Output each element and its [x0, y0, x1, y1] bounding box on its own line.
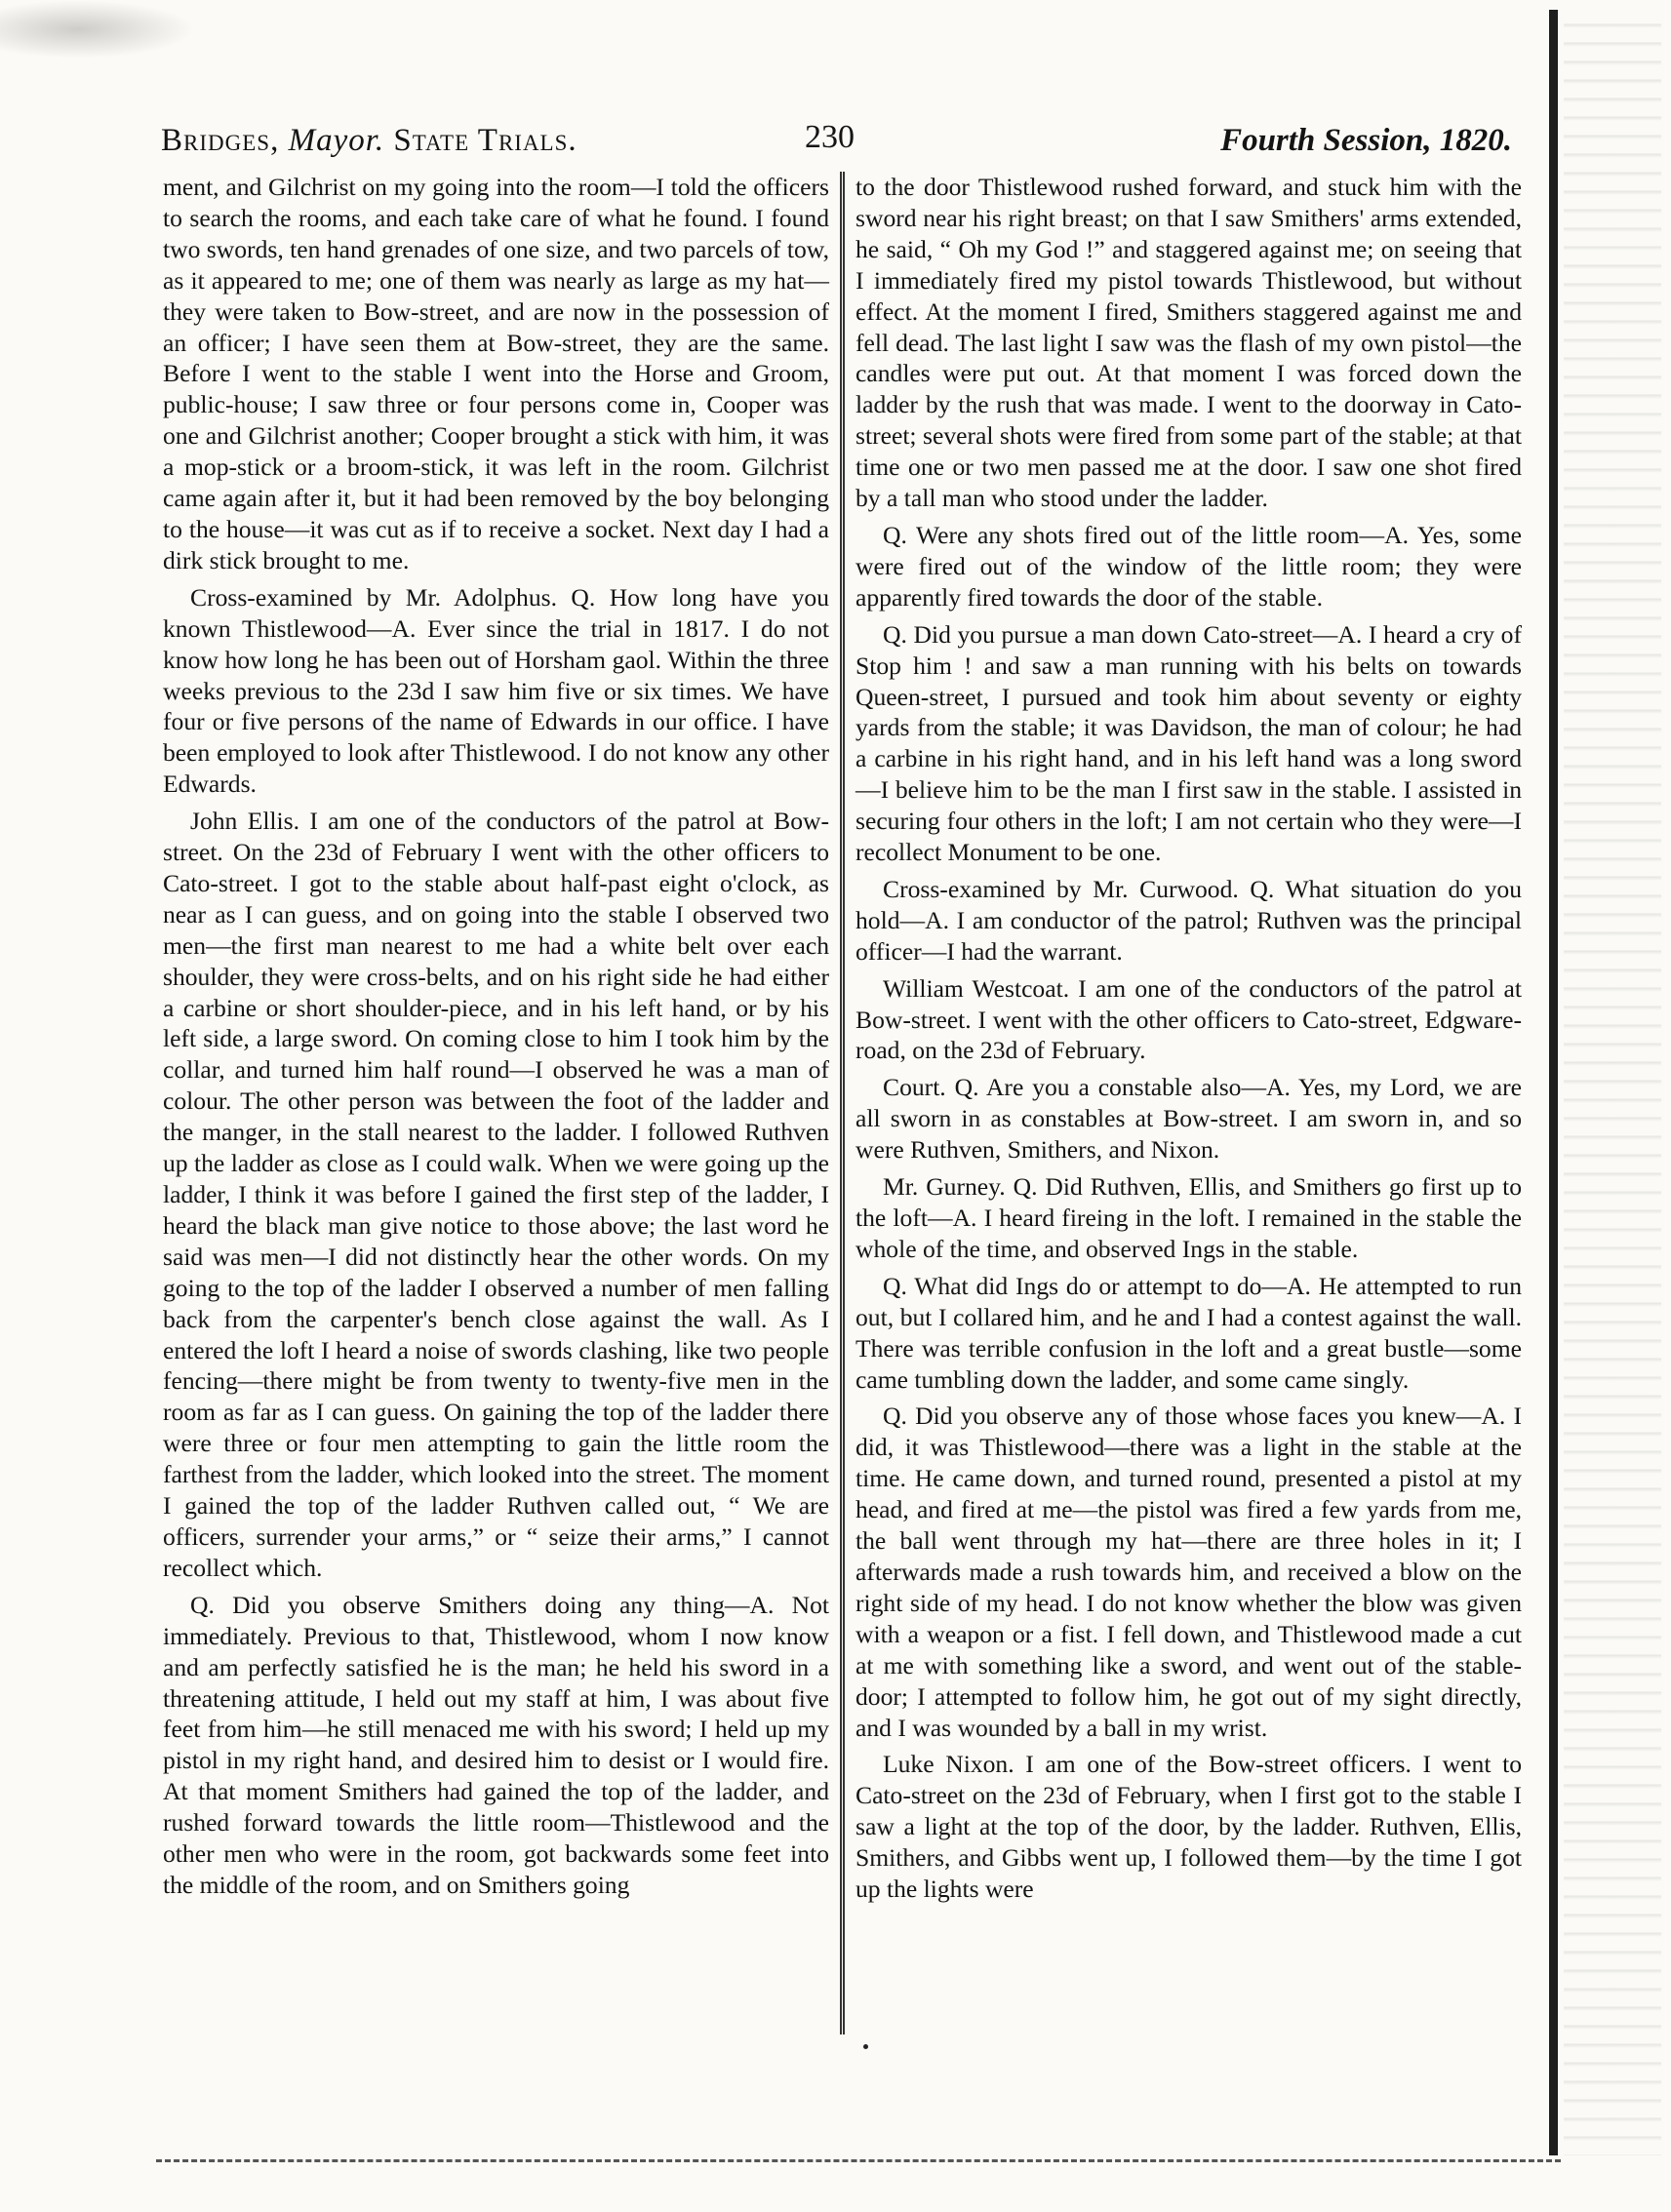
scan-edge-noise: [1564, 10, 1661, 2155]
paragraph: John Ellis. I am one of the conductors of the patrol at Bow-street. On the 23d of February I went with the other officers to Cato-street. I got to the stable about half-past eight o'clock, as near as I can guess, and on going into the stable I observed two men—the first man nearest to me had a white belt over each shoulder, they were cross-belts, and on his right side he had either a carbine or short shoulder-piece, and in his left hand, or by his left side, a large sword. On coming close to him I took him by the collar, and turned him half round—I observed he was a man of colour. The other person was between the foot of the ladder and the manger, in the stall nearest to the ladder. I followed Ruthven up the ladder as close as I could walk. When we were going up the ladder, I think it was before I gained the first step of the ladder, I heard the black man give notice to those above; the last word he said was men—I did not distinctly hear the other words. On my going to the top of the ladder I observed a number of men falling back from the carpenter's bench close against the wall. As I entered the loft I heard a noise of swords clashing, like two people fencing—there might be from twenty to twenty-five men in the room as far as I can guess. On gaining the top of the ladder there were three or four men attempting to gain the little room the farthest from the ladder, which looked into the street. The moment I gained the top of the ladder Ruthven called out, “ We are officers, surrender your arms,” or “ seize their arms,” I cannot recollect which.: [163, 807, 829, 1582]
paragraph: William Westcoat. I am one of the conductors of the patrol at Bow-street. I went with the other officers to Cato-street, Edgware-road, on the 23d of February.: [855, 973, 1522, 1065]
header-title: State Trials.: [393, 123, 577, 158]
header-left: [161, 123, 577, 159]
bottom-dashed-rule: [156, 2159, 1561, 2162]
scan-smudge: [0, 0, 195, 59]
paragraph: Luke Nixon. I am one of the Bow-street officers. I went to Cato-street on the 23d of February, when I first got to the stable I saw a light at the top of the door, by the ladder. Ruthven, Ellis, Smithers, and Gibbs went up, I followed them—by the time I got up the lights were: [855, 1750, 1522, 1904]
paragraph: Cross-examined by Mr. Adolphus. Q. How long have you known Thistlewood—A. Ever since the trial in 1817. I do not know how long he has been out of Horsham gaol. Within the three weeks previous to the 23d I saw him five or six times. We have four or five persons of the name of Edwards in our office. I have been employed to look after Thistlewood. I do not know any other Edwards.: [163, 582, 829, 799]
column-divider: [840, 172, 845, 2034]
paragraph: ment, and Gilchrist on my going into the room—I told the officers to search the rooms, and each take care of what he found. I found two swords, ten hand grenades of one size, and two parcels of tow, as it appeared to me; one of them was nearly as large as my hat—they were taken to Bow-street, and are now in the possession of an officer; I have seen them at Bow-street, they are the same. Before I went to the stable I went into the Horse and Groom, public-house; I saw three or four persons come in, Cooper was one and Gilchrist another; Cooper brought a stick with him, it was a mop-stick or a broom-stick, it was left in the room. Gilchrist came again after it, but it had been removed by the boy belonging to the house—it was cut as if to receive a socket. Next day I had a dirk stick brought to me.: [163, 173, 829, 574]
paragraph: Q. Did you observe Smithers doing any thing—A. Not immediately. Previous to that, Thistlewood, whom I now know and am perfectly satisfied he is the man; he held his sword in a threatening attitude, I held out my staff at him, I was about five feet from him—he still menaced me with his sword; I held up my pistol in my right hand, and desired him to desist or I would fire. At that moment Smithers had gained the top of the ladder, and rushed forward towards the little room—Thistlewood and the other men who were in the room, got backwards some feet into the middle of the room, and on Smithers going: [163, 1590, 829, 1899]
paragraph: Cross-examined by Mr. Curwood. Q. What situation do you hold—A. I am conductor of the patrol; Ruthven was the principal officer—I had the warrant.: [855, 874, 1522, 966]
ink-dot: [863, 2044, 868, 2049]
paragraph: to the door Thistlewood rushed forward, and stuck him with the sword near his right breast; on that I saw Smithers' arms extended, he said, “ Oh my God !” and staggered against me; on seeing that I immediately fired my pistol towards Thistlewood, but without effect. At the moment I fired, Smithers staggered against me and fell dead. The last light I saw was the flash of my own pistol—the candles were put out. At that moment I was forced down the ladder by the rush that was made. I went to the doorway in Cato-street; several shots were fired from some part of the stable; at that time one or two men passed me at the door. I saw one shot fired by a tall man who stood under the ladder.: [855, 173, 1522, 513]
right-column: [855, 172, 1522, 1905]
paragraph: Q. Did you observe any of those whose faces you knew—A. I did, it was Thistlewood—there was a light in the stable at the time. He came down, and turned round, presented a pistol at my head, and fired at me—the pistol was fired a few yards from me, the ball went through my hat—there are three holes in it; I afterwards made a rush towards him, and received a blow on the right side of my head. I do not know whether the blow was given with a weapon or a fist. I fell down, and Thistlewood made a cut at me with something like a sword, and went out of the stable-door; I attempted to follow him, he got out of my sight directly, and I was wounded by a ball in my wrist.: [855, 1402, 1522, 1742]
paragraph: Q. Were any shots fired out of the little room—A. Yes, some were fired out of the window of the little room; they were apparently fired towards the door of the stable.: [855, 520, 1522, 612]
paragraph: Mr. Gurney. Q. Did Ruthven, Ellis, and Smithers go first up to the loft—A. I heard fireing in the loft. I remained in the stable the whole of the time, and observed Ings in the stable.: [855, 1172, 1522, 1263]
paragraph: Q. What did Ings do or attempt to do—A. He attempted to run out, but I collared him, and he and I had a contest against the wall. There was terrible confusion in the loft and a great bustle—some came tumbling down the ladder, and some came singly.: [855, 1271, 1522, 1394]
header-session: Fourth Session, 1820.: [1220, 123, 1512, 158]
left-column: [163, 172, 829, 1901]
header-role: Mayor.: [288, 123, 385, 158]
paragraph: Court. Q. Are you a constable also—A. Yes, my Lord, we are all sworn in as constables at Bow-street. I am sworn in, and so were Ruthven, Smithers, and Nixon.: [855, 1073, 1522, 1165]
page-number: 230: [805, 119, 855, 155]
binding-edge-bar: [1549, 10, 1558, 2155]
running-header: [161, 115, 1512, 162]
header-name: Bridges,: [161, 123, 280, 158]
paragraph: Q. Did you pursue a man down Cato-street—A. I heard a cry of Stop him ! and saw a man running with his belts on towards Queen-street, I pursued and took him about seventy or eighty yards from the stable; it was Davidson, the man of colour; he had a carbine in his right hand, and in his left hand was a long sword—I believe him to be the man I first saw in the stable. I assisted in securing four others in the loft; I am not certain who they were—I recollect Monument to be one.: [855, 619, 1522, 867]
